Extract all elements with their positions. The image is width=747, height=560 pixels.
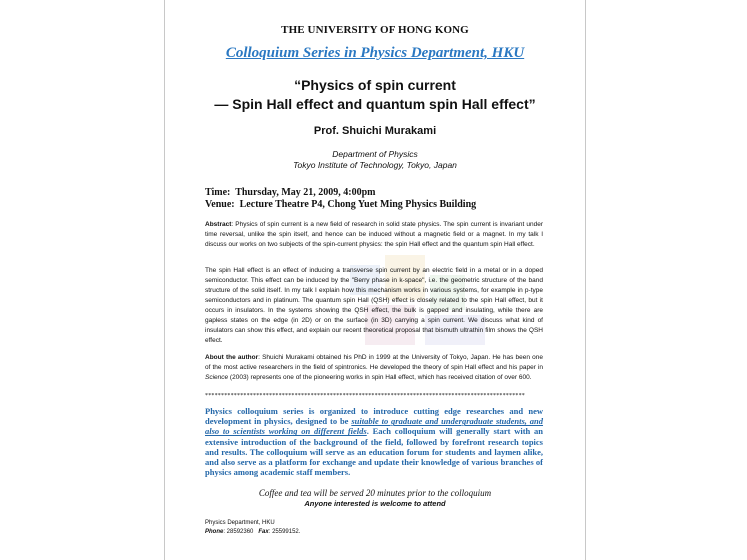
refreshments-note: Coffee and tea will be served 20 minutes prior to the colloquium <box>258 488 492 498</box>
welcome-note: Anyone interested is welcome to attend <box>304 499 446 508</box>
series-description <box>205 406 543 477</box>
series-description-emphasis: suitable to graduate and undergraduate students, and also to scientists working on different fields <box>205 416 544 437</box>
venue-value: Lecture Theatre P4, Chong Yuet Ming Physics Building <box>239 199 477 210</box>
star-separator: **************************************************************************************************** <box>205 393 525 399</box>
speaker-department: Department of Physics <box>332 149 418 159</box>
speaker-name: Prof. Shuichi Murakami <box>313 125 437 137</box>
time-label: Time: <box>205 187 231 198</box>
journal-name: Science <box>205 374 229 381</box>
abstract-text-1: : Physics of spin current is a new field of research in solid state physics. The spin current is invariant under time reversal, unlike the spin itself, and hence can be induced without a magnetic field or a magnet. In my talk I discuss our works on two subjects of the spin-current physics: the spin Hall effect and the quantum spin Hall effect. <box>205 221 543 248</box>
talk-time <box>205 187 376 198</box>
poster-page <box>164 0 586 560</box>
about-author-text-b: (2003) represents one of the pioneering works in spin Hall effect, which has received citation of over 600. <box>228 374 532 381</box>
phone-label: Phone <box>205 529 224 535</box>
talk-venue <box>205 199 476 210</box>
venue-label: Venue: <box>205 199 235 210</box>
series-description-part2: . Each colloquium will generally start with an extensive introduction of the background of the field, followed by forefront research topics and results. The colloquium will serve as an education forum for students and laymen alike, and also serve as a platform for exchange and update their knowledge of various branches of physics among academic staff members. <box>205 426 543 478</box>
colloquium-series-link[interactable]: Colloquium Series in Physics Department, HKU <box>225 45 525 61</box>
about-author-label: About the author <box>205 354 259 361</box>
abstract-paragraph-1 <box>205 220 543 250</box>
time-value: Thursday, May 21, 2009, 4:00pm <box>235 187 376 198</box>
fax-number: : 25599152. <box>268 529 301 535</box>
footer-contact <box>205 529 300 535</box>
about-author-text-a: : Shuichi Murakami obtained his PhD in 1999 at the University of Tokyo, Japan. He has been one of the most active researchers in the field of spintronics. He developed the theory of spin Hall effect and his paper in <box>205 354 543 371</box>
talk-title-line2: — Spin Hall effect and quantum spin Hall effect” <box>214 96 536 112</box>
talk-title-line1: “Physics of spin current <box>294 77 456 93</box>
abstract-paragraph-2: The spin Hall effect is an effect of inducing a transverse spin current by an electric field in a metal or in a doped semiconductor. This effect can be induced by the "Berry phase in k-space", i.e. the geometric structure of the band structure of the solid itself. In my talk I explain how this mechanism works in various systems, for example in p-type semiconductors and in platinum. The quantum spin Hall (QSH) effect is closely related to the spin Hall effect, but it occurs in insulators. In the systems showing the QSH effect, the bulk is gapped and insulating, while there are gapless states on the edge (in 2D) or on the surface (in 3D) carrying a spin current. We discuss what kind of insulators can show this effect, and explain our recent theoretical proposal that bismuth ultrathin film shows the QSH effect. <box>205 267 543 344</box>
footer-department: Physics Department, HKU <box>205 520 275 526</box>
phone-number: : 28592360 <box>223 529 254 535</box>
about-author-paragraph <box>205 353 543 383</box>
fax-label: Fax <box>258 529 269 535</box>
abstract-label: Abstract <box>205 221 232 228</box>
speaker-institute: Tokyo Institute of Technology, Tokyo, Japan <box>293 160 457 170</box>
university-name: THE UNIVERSITY OF HONG KONG <box>281 24 469 36</box>
series-description-part1: Physics colloquium series is organized to introduce cutting edge researches and new development in physics, designed to be <box>205 406 543 427</box>
